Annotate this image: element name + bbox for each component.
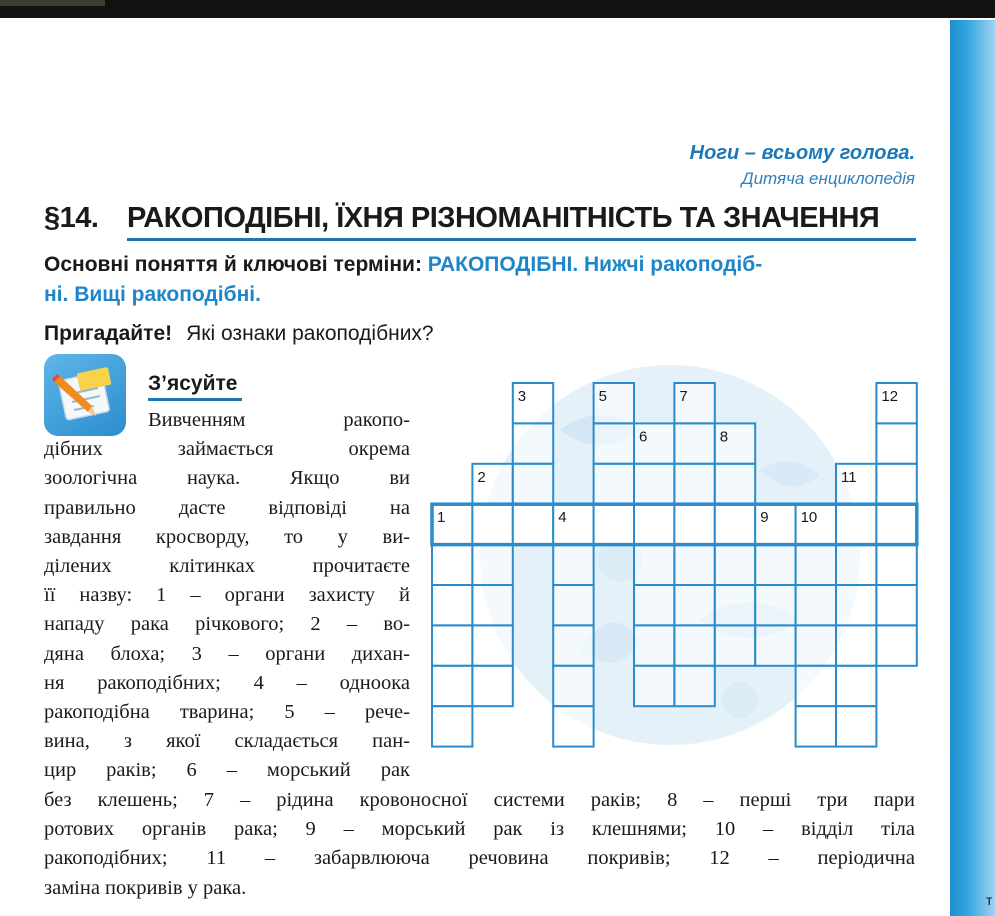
epigraph-quote: Ноги – всьому голова. — [689, 142, 915, 164]
edge-glyph: т — [986, 892, 993, 908]
crossword-cell — [472, 545, 512, 585]
crossword-cell — [472, 666, 512, 706]
crossword-cell — [634, 666, 674, 706]
task-heading: З’ясуйте — [148, 372, 238, 395]
crossword-cell — [432, 706, 472, 746]
clue-number: 8 — [719, 428, 729, 446]
clue-number: 7 — [679, 388, 688, 405]
task-text-line: завдання кросворду, то у ви- — [44, 525, 410, 548]
crossword-cell — [876, 625, 916, 665]
crossword-cell — [715, 464, 755, 504]
crossword-cell — [513, 504, 553, 544]
crossword-cell — [674, 666, 714, 706]
crossword-cell — [876, 423, 916, 463]
crossword-cell — [634, 545, 674, 585]
crossword-cell — [755, 585, 795, 625]
crossword-cell — [472, 585, 512, 625]
clue-number: 2 — [477, 468, 486, 486]
clue-number: 9 — [760, 509, 769, 527]
crossword-cell — [876, 545, 916, 585]
task-text-line: зоологічна наука. Якщо ви — [44, 467, 410, 490]
crossword-cell — [634, 585, 674, 625]
clue-number: 1 — [437, 509, 446, 527]
key-terms-line2: ні. Вищі ракоподібні. — [44, 283, 261, 306]
clue-number: 3 — [517, 388, 527, 405]
task-text-line: правильно дасте відповіді на — [44, 496, 410, 519]
crossword-cell — [796, 545, 836, 585]
crossword-cell — [674, 504, 714, 544]
crossword-cell — [634, 504, 674, 544]
task-text-line: без клешень; 7 – рідина кровоносної системи раків; 8 – перші три пари — [44, 789, 915, 811]
clue-number: 4 — [558, 509, 567, 527]
crossword-cell — [876, 464, 916, 504]
crossword-cell — [553, 545, 593, 585]
crossword-cell — [553, 666, 593, 706]
crossword-cell — [594, 464, 634, 504]
task-text-line: заміна покривів у рака. — [44, 876, 247, 899]
clue-number: 5 — [598, 388, 607, 405]
crossword-cell — [513, 464, 553, 504]
crossword-cell — [836, 625, 876, 665]
clue-number: 6 — [639, 428, 648, 446]
crossword-cell — [836, 504, 876, 544]
crossword-cell — [553, 706, 593, 746]
crossword-cell — [432, 666, 472, 706]
crossword-cell — [836, 545, 876, 585]
crossword-cell — [634, 464, 674, 504]
crossword-cell — [432, 625, 472, 665]
crossword-cell — [674, 464, 714, 504]
task-text-line: цир раків; 6 – морський рак — [44, 759, 410, 782]
crossword-cell — [796, 625, 836, 665]
task-text-line: дібних займається окрема — [44, 438, 410, 461]
task-text-line: ня ракоподібних; 4 – одноока — [44, 671, 410, 694]
clue-number: 10 — [800, 509, 818, 527]
crossword-cell — [472, 504, 512, 544]
task-text-line: ракоподібна тварина; 5 – рече- — [44, 701, 410, 723]
crossword-cell — [876, 504, 916, 544]
task-text-line: Вивченням ракопо- — [148, 409, 410, 431]
task-text-line: ділених клітинках прочитаєте — [44, 555, 410, 577]
crossword-cell — [634, 625, 674, 665]
crossword-cell — [674, 423, 714, 463]
section-heading: РАКОПОДІБНІ, ЇХНЯ РІЗНОМАНІТНІСТЬ ТА ЗНАЧЕННЯ — [127, 202, 880, 234]
epigraph-source: Дитяча енциклопедія — [741, 169, 915, 188]
crossword-cell — [755, 625, 795, 665]
task-text-line: дяна блоха; 3 – органи дихан- — [44, 642, 410, 665]
crossword-cell — [594, 504, 634, 544]
clue-number: 11 — [841, 468, 857, 486]
recall-question: Які ознаки ракоподібних? — [186, 322, 434, 345]
crossword-cell — [836, 706, 876, 746]
task-text-line: нападу рака річкового; 2 – во- — [44, 613, 410, 636]
key-terms-line1: РАКОПОДІБНІ. Нижчі ракоподіб- — [427, 253, 763, 276]
crossword-cell — [553, 585, 593, 625]
recall-label: Пригадайте! — [44, 322, 173, 345]
crossword-cell — [836, 585, 876, 625]
crossword-cell — [594, 423, 634, 463]
crossword-cell — [472, 625, 512, 665]
crossword-cell — [755, 545, 795, 585]
crossword-cell — [796, 706, 836, 746]
crossword-cell — [674, 585, 714, 625]
crossword-cell — [432, 545, 472, 585]
crossword-cell — [715, 545, 755, 585]
crossword-grid — [432, 383, 917, 747]
crossword-cell — [796, 585, 836, 625]
clue-number: 12 — [881, 388, 899, 405]
task-text-line: її назву: 1 – органи захисту й — [44, 584, 410, 607]
task-text-line: ротових органів рака; 9 – морський рак із клешнями; 10 – відділ тіла — [44, 818, 915, 841]
crossword-cell — [876, 585, 916, 625]
crossword-cell — [674, 625, 714, 665]
crossword-cell — [715, 504, 755, 544]
crossword-cell — [513, 423, 553, 463]
key-terms-label: Основні поняття й ключові терміни: — [44, 253, 422, 276]
crossword-cell — [796, 666, 836, 706]
section-number: §14. — [44, 202, 99, 234]
crossword-cell — [715, 585, 755, 625]
crossword-cell — [553, 625, 593, 665]
crossword-cell — [836, 666, 876, 706]
crossword-cell — [432, 585, 472, 625]
task-text-line: ракоподібних; 11 – забарвлююча речовина покривів; 12 – періодична — [44, 847, 915, 870]
crossword-cell — [715, 625, 755, 665]
crossword-cell — [674, 545, 714, 585]
task-text-line: вина, з якої складається пан- — [44, 730, 410, 753]
